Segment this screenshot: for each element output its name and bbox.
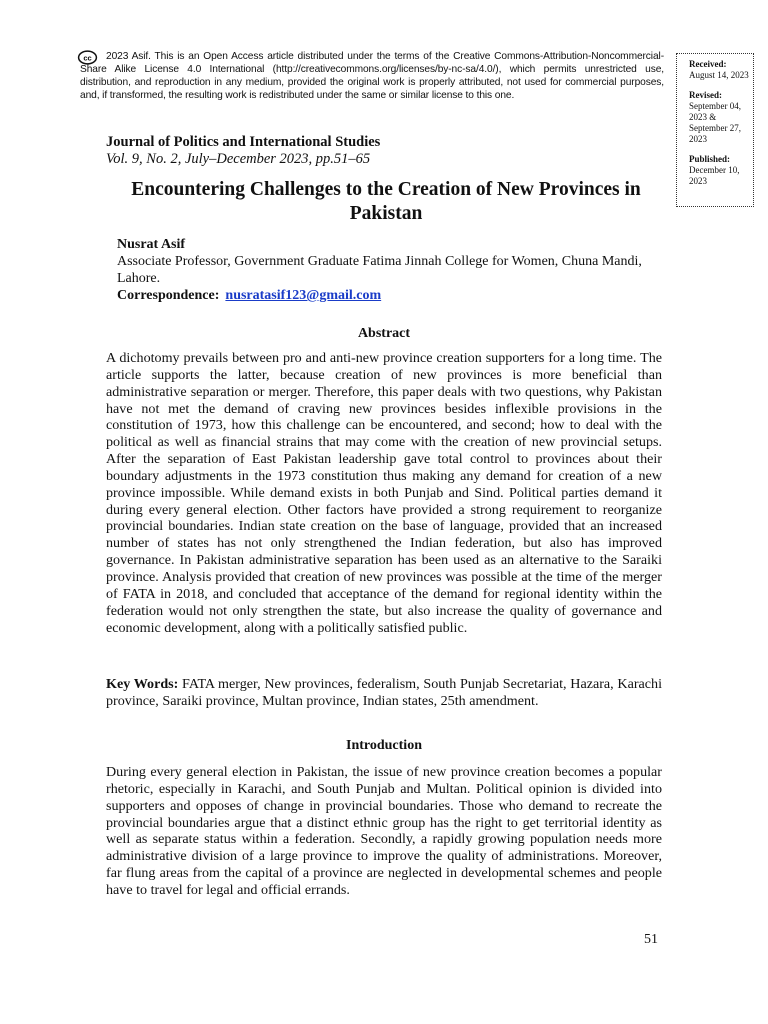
introduction-text: During every general election in Pakistan, the issue of new province creation becomes a popular rhetoric, especially in Karachi, and South Punjab and Multan. Political opinion is divided into supporters and opposes of change in provincial boundaries. Those who demand to recreate the provincial boundaries argue that a distinct ethnic group has the right to get territorial identity as well as separate status within a federation. Secondly, a rapidly growing population needs more administrative division of a large province to improve the quality of administrations. Moreover, far flung areas from the capital of a province are neglected in developmental schemes and people have to travel for legal and official errands. bbox=[106, 764, 662, 898]
keywords bbox=[106, 676, 662, 710]
published-date bbox=[689, 154, 753, 187]
svg-text:cc: cc bbox=[83, 53, 92, 63]
license-text: 2023 Asif. This is an Open Access article distributed under the terms of the Creative Commons-Attribution-Noncommercial-Share Alike License 4.0 International (http://creativecommons.org/licenses/by-nc-sa/4.0/), which permits unrestricted use, distribution, and reproduction in any medium, provided the original work is properly attributed, not used for commercial purposes, and, if transformed, the resulting work is redistributed under the same or similar license to this one. bbox=[80, 51, 664, 101]
correspondence bbox=[117, 287, 657, 304]
author-name: Nusrat Asif bbox=[117, 237, 186, 252]
license-notice bbox=[80, 50, 664, 102]
author-email-link[interactable]: nusratasif123@gmail.com bbox=[225, 288, 382, 303]
keywords-text: FATA merger, New provinces, federalism, South Punjab Secretariat, Hazara, Karachi province, Saraiki province, Multan province, Indian states, 25th amendment. bbox=[106, 676, 662, 709]
received-label: Received: bbox=[689, 59, 727, 69]
correspondence-label: Correspondence: bbox=[117, 288, 220, 303]
published-label: Published: bbox=[689, 154, 731, 164]
journal-volume: Vol. 9, No. 2, July–December 2023, pp.51–65 bbox=[106, 151, 371, 167]
journal-info bbox=[106, 134, 380, 168]
revised-date bbox=[689, 90, 753, 145]
published-value: December 10, 2023 bbox=[689, 165, 740, 186]
revised-label: Revised: bbox=[689, 90, 722, 100]
abstract-heading: Abstract bbox=[357, 326, 411, 341]
revised-value: September 04, 2023 & September 27, 2023 bbox=[689, 101, 741, 144]
introduction-heading: Introduction bbox=[346, 738, 422, 753]
abstract-text: A dichotomy prevails between pro and anti-new province creation supporters for a long time. The article supports the latter, because creation of new provinces is more beneficial than administrative separation or merger. Therefore, this paper deals with two questions, why Pakistan have not met the demand of craving new provinces besides inflexible provisions in the constitution of 1973, how this challenge can be encountered, and second; how to deal with the political as well as financial strains that may come with the creation of new provincial setups. After the separation of East Pakistan leadership gave total control to provinces about their boundary adjustments in the 1973 constitution thus making any demand for creation of a new province impossible. While demand exists in both Punjab and Sind. Political parties demand it during every general election. Other factors have provided a strong requirement to reorganize provincial boundaries. Indian state creation on the base of language, provided that an increased number of states has not only strengthened the Indian federation, but also has improved governance. In Pakistan administrative separation has been used as an alternative to the Saraiki province. Analysis provided that creation of new provinces was possible at the time of the merger of FATA in 2018, and concluded that acceptance of the demand for regional identity within the federation would not only strengthen the state, but also increase the quality of governance and economic development, along with a politically satisfied public. bbox=[106, 350, 662, 636]
journal-name: Journal of Politics and International Studies bbox=[106, 134, 381, 150]
article-title: Encountering Challenges to the Creation of New Provinces in Pakistan bbox=[131, 179, 641, 224]
received-value: August 14, 2023 bbox=[689, 70, 749, 80]
author-block bbox=[117, 236, 657, 304]
keywords-label: Key Words: bbox=[106, 676, 179, 692]
author-affiliation: Associate Professor, Government Graduate Fatima Jinnah College for Women, Chuna Mandi, Lahore. bbox=[117, 254, 642, 286]
received-date bbox=[689, 59, 753, 81]
article-dates-box bbox=[676, 53, 754, 207]
page-number: 51 bbox=[644, 932, 658, 947]
